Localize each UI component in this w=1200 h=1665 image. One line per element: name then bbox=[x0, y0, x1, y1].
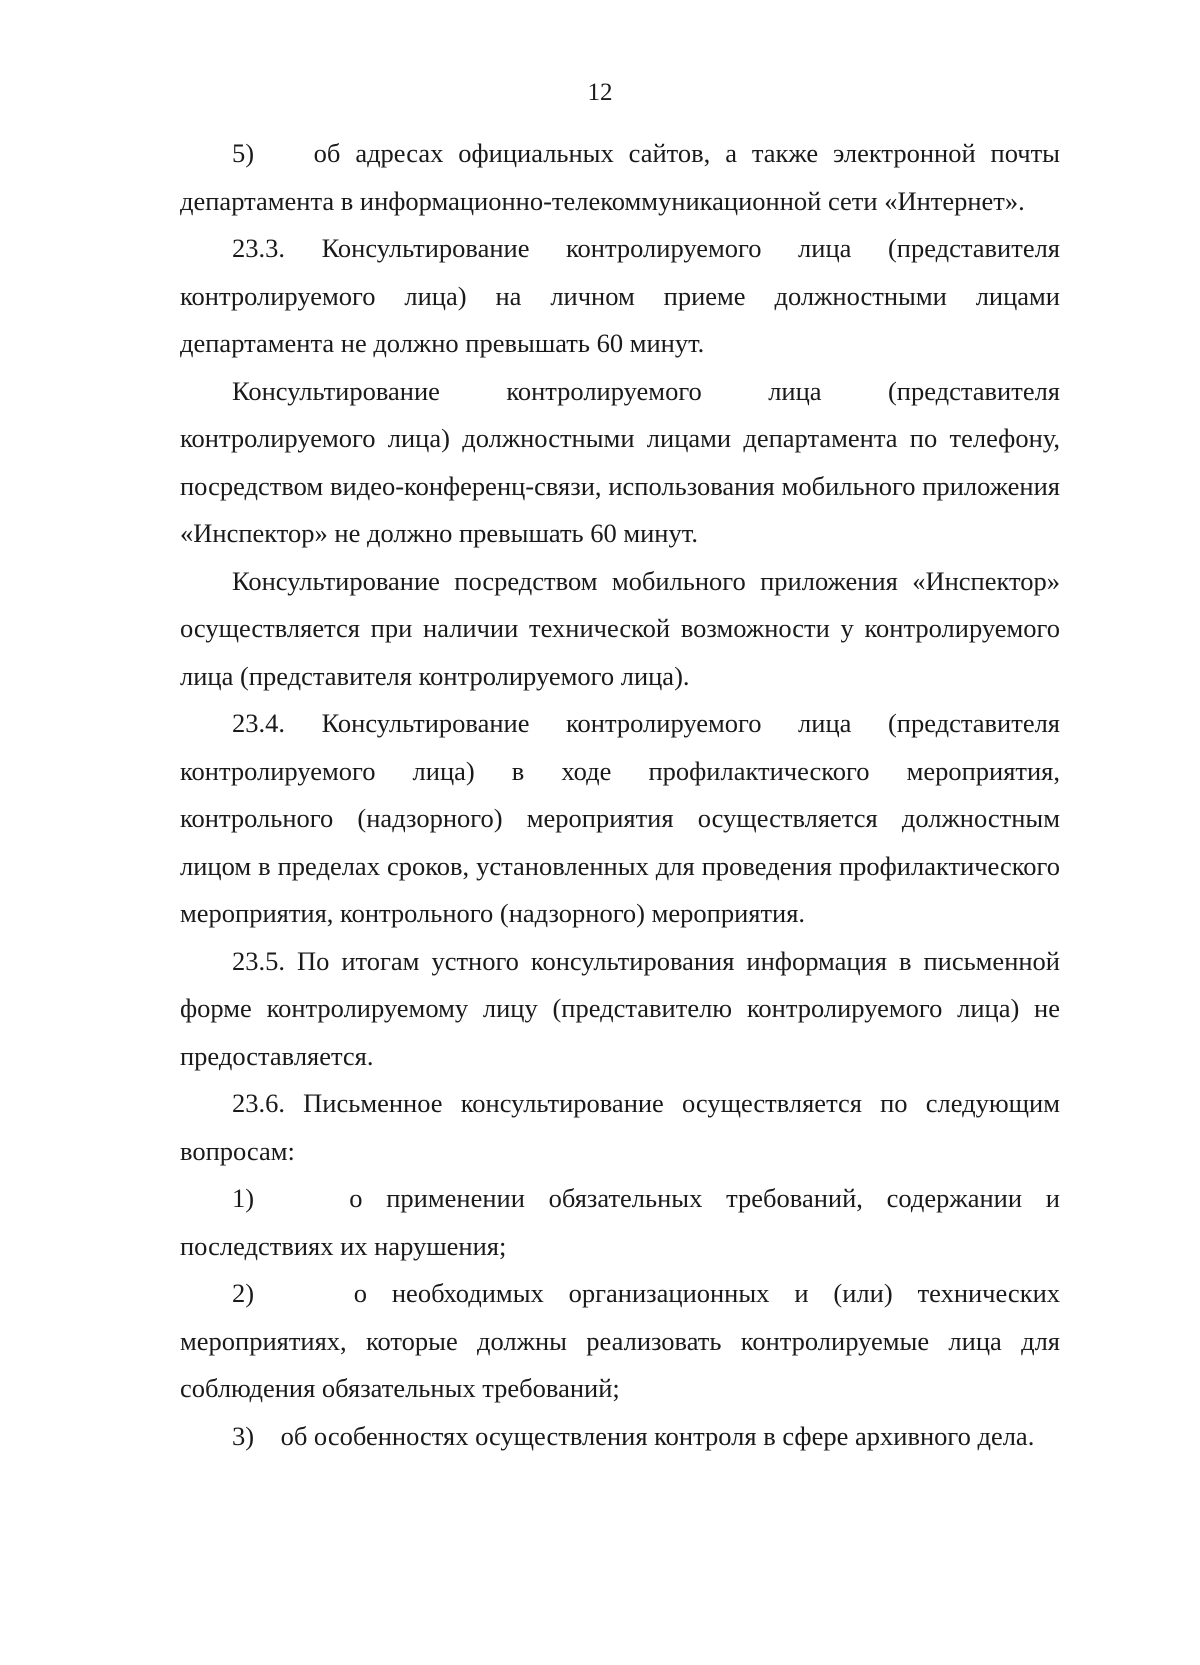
list-item-1-requirements: 1) о применении обязательных требований, содержании и последствиях их нарушения; bbox=[180, 1183, 1060, 1261]
page-number: 12 bbox=[587, 79, 613, 106]
list-item-3-archive-control: 3) об особенностях осуществления контроля в сфере архивного дела. bbox=[232, 1420, 1035, 1451]
paragraph-23-5: 23.5. По итогам устного консультирования информация в письменной форме контролируемому лицу (представителю контролируемого лица) не предоставляется. bbox=[180, 945, 1060, 1071]
paragraph-consulting-phone: Консультирование контролируемого лица (представителя контролируемого лица) должностными лицами департамента по телефону, посредством видео-конференц-связи, использования мобильного приложения «Инспектор» не должно превышать 60 минут. bbox=[180, 375, 1060, 548]
paragraph-23-3: 23.3. Консультирование контролируемого лица (представителя контролируемого лица) на личном приеме должностными лицами департамента не должно превышать 60 минут. bbox=[180, 233, 1060, 358]
document-body bbox=[180, 130, 1060, 1460]
paragraph-23-4: 23.4. Консультирование контролируемого лица (представителя контролируемого лица) в ходе профилактического мероприятия, контрольного (надзорного) мероприятия осуществляется должностным лицом в пределах сроков, установленных для проведения профилактического мероприятия, контрольного (надзорного) мероприятия. bbox=[180, 708, 1060, 928]
list-item-2-measures: 2) о необходимых организационных и (или) технических мероприятиях, которые должны реализовать контролируемые лица для соблюдения обязательных требований; bbox=[180, 1278, 1060, 1403]
paragraph-consulting-inspector-app: Консультирование посредством мобильного приложения «Инспектор» осуществляется при наличии технической возможности у контролируемого лица (представителя контролируемого лица). bbox=[180, 565, 1060, 691]
paragraph-23-6: 23.6. Письменное консультирование осуществляется по следующим вопросам: bbox=[180, 1088, 1060, 1166]
list-item-5-official-sites: 5) об адресах официальных сайтов, а также электронной почты департамента в информационно-телекоммуникационной сети «Интернет». bbox=[180, 138, 1060, 216]
